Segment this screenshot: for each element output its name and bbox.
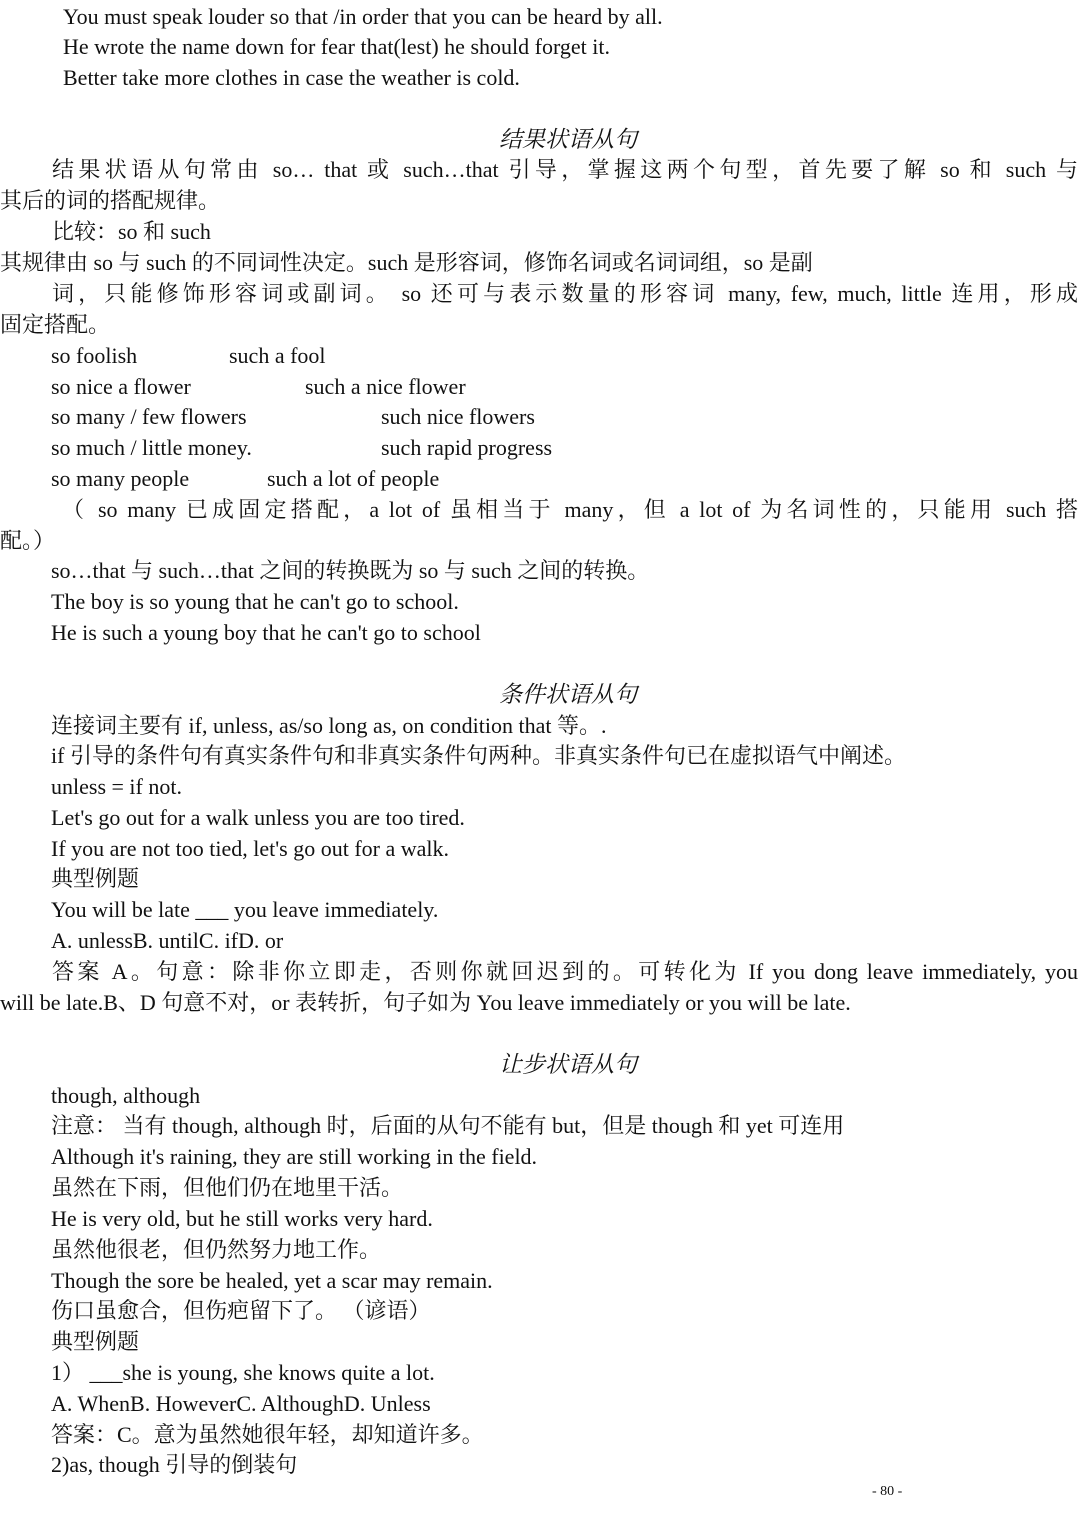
page-number: - 80 - [872,1484,903,1499]
condition-typical-label: 典型例题 [51,866,140,891]
concession-example-2-zh: 虽然他很老，但仍然努力地工作。 [51,1237,382,1262]
so-phrase: so much / little money. [51,435,252,460]
purpose-example-3: Better take more clothes in case the weather is cold. [63,65,520,90]
purpose-example-2: He wrote the name down for fear that(lest) he should forget it. [63,34,610,59]
concession-words: though, although [51,1083,201,1108]
such-phrase: such a lot of people [267,466,440,491]
result-intro-line-2: 其后的词的搭配规律。 [0,188,221,213]
result-example-1: The boy is so young that he can't go to school. [51,589,459,614]
purpose-example-1: You must speak louder so that /in order that you can be heard by all. [63,4,663,29]
result-conversion: so…that 与 such…that 之间的转换既为 so 与 such 之间的转换。 [51,558,650,583]
concession-example-1-en: Although it's raining, they are still working in the field. [51,1144,538,1169]
result-rule-line-1: 其规律由 so 与 such 的不同词性决定。such 是形容词，修饰名词或名词词组，so 是副 [0,250,813,275]
concession-typical-label: 典型例题 [51,1329,140,1354]
concession-question-1-options: A. WhenB. HoweverC. AlthoughD. Unless [51,1391,431,1416]
concession-question-1: 1） ___she is young, she knows quite a lot. [51,1360,435,1385]
condition-clause-heading: 条件状语从句 [499,682,637,707]
so-phrase: so many / few flowers [51,404,247,429]
so-phrase: so nice a flower [51,374,191,399]
condition-answer-line-1: 答案 A。句意：除非你立即走，否则你就回迟到的。可转化为 If you dong leave immediately, you [52,959,1078,984]
concession-example-1-zh: 虽然在下雨，但他们仍在地里干活。 [51,1175,404,1200]
condition-example-1: Let's go out for a walk unless you are too tired. [51,805,465,830]
so-phrase: so foolish [51,343,138,368]
concession-question-1-answer: 答案：C。意为虽然她很年轻，却知道许多。 [51,1422,484,1447]
condition-unless-definition: unless = if not. [51,774,182,799]
condition-options: A. unlessB. untilC. ifD. or [51,928,284,953]
result-rule-line-2: 词，只能修饰形容词或副词。 so 还可与表示数量的形容词 many, few, much, little 连用，形成 [52,281,1078,306]
condition-answer-line-2: will be late.B、D 句意不对，or 表转折，句子如为 You leave immediately or you will be late. [0,990,851,1015]
such-phrase: such nice flowers [381,404,535,429]
concession-example-3-zh: 伤口虽愈合，但伤疤留下了。 （谚语） [51,1298,431,1323]
result-clause-heading: 结果状语从句 [499,127,637,152]
concession-question-2: 2)as, though 引导的倒装句 [51,1452,298,1477]
result-intro-line-1: 结果状语从句常由 so… that 或 such…that 引导，掌握这两个句型，首先要了解 so 和 such 与 [52,157,1078,182]
concession-clause-heading: 让步状语从句 [499,1052,637,1077]
concession-notice: 注意： 当有 though, although 时，后面的从句不能有 but，但是 though 和 yet 可连用 [51,1113,845,1138]
result-rule-line-3: 固定搭配。 [0,312,111,337]
such-phrase: such a fool [229,343,326,368]
condition-example-2: If you are not too tied, let's go out for a walk. [51,836,450,861]
result-example-2: He is such a young boy that he can't go to school [51,620,481,645]
such-phrase: such rapid progress [381,435,553,460]
result-note-line-1: （ so many 已成固定搭配，a lot of 虽相当于 many，但 a lot of 为名词性的，只能用 such 搭 [62,497,1078,522]
so-phrase: so many people [51,466,190,491]
result-compare: 比较：so 和 such [52,219,211,244]
condition-connectors: 连接词主要有 if, unless, as/so long as, on condition that 等。. [51,713,607,738]
result-note-line-2: 配。） [0,528,56,553]
condition-question: You will be late ___ you leave immediately. [51,897,439,922]
such-phrase: such a nice flower [305,374,466,399]
concession-example-3-en: Though the sore be healed, yet a scar may remain. [51,1268,493,1293]
condition-types: if 引导的条件句有真实条件句和非真实条件句两种。非真实条件句已在虚拟语气中阐述。 [51,743,906,768]
concession-example-2-en: He is very old, but he still works very hard. [51,1206,433,1231]
